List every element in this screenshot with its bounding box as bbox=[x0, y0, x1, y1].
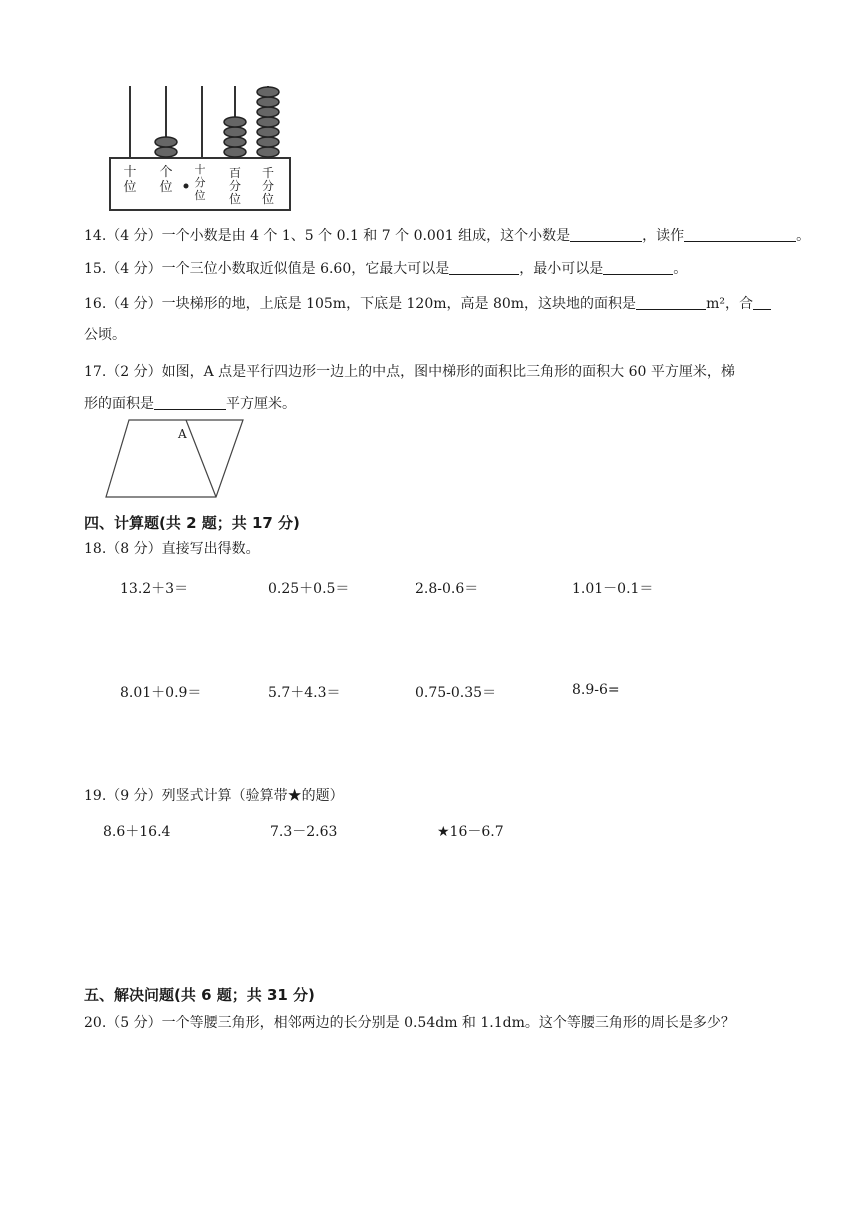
question-14 bbox=[84, 226, 810, 246]
abacus-label-ones: 个位 bbox=[159, 165, 173, 195]
q15-answer-blank-1[interactable] bbox=[449, 260, 519, 275]
question-17-line2a: 形的面积是 bbox=[84, 396, 154, 412]
abacus-label-thousandths: 千分位 bbox=[261, 166, 274, 206]
section-5-title: 五、解决问题(共 6 题；共 31 分) bbox=[84, 986, 315, 1004]
question-20: 20.（5 分）一个等腰三角形，相邻两边的长分别是 0.54dm 和 1.1dm。这个等腰三角形的周长是多少？ bbox=[84, 1015, 735, 1031]
q14-answer-blank-2[interactable] bbox=[684, 227, 796, 242]
question-15 bbox=[84, 259, 687, 279]
q18-item-1: 13.2＋3＝ bbox=[120, 581, 189, 597]
abacus-label-tenths: 十分位 bbox=[194, 163, 206, 202]
question-14-mid: ，读作 bbox=[642, 228, 685, 244]
q18-item-2: 0.25＋0.5＝ bbox=[268, 581, 350, 597]
question-15-text: 15.（4 分）一个三位小数取近似值是 6.60，它最大可以是 bbox=[84, 261, 450, 277]
question-17-line2 bbox=[84, 394, 296, 414]
q18-item-8: 8.9-6= bbox=[572, 682, 620, 698]
q18-item-3: 2.8-0.6＝ bbox=[415, 581, 479, 597]
question-16-text: 16.（4 分）一块梯形的地，上底是 105m，下底是 120m，高是 80m，这块地的面积是 bbox=[84, 296, 637, 312]
q17-answer-blank[interactable] bbox=[154, 395, 226, 410]
q16-answer-blank-1[interactable] bbox=[636, 295, 706, 310]
question-18-title: 18.（8 分）直接写出得数。 bbox=[84, 541, 260, 557]
q19-item-3: ★16－6.7 bbox=[437, 824, 504, 840]
q16-answer-blank-2[interactable] bbox=[753, 295, 771, 310]
figure-point-a-label: A bbox=[178, 427, 187, 441]
decimal-point bbox=[184, 184, 189, 189]
q18-item-6: 5.7＋4.3＝ bbox=[268, 685, 341, 701]
question-17-line1: 17.（2 分）如图，A 点是平行四边形一边上的中点，图中梯形的面积比三角形的面积大 60 平方厘米，梯 bbox=[84, 364, 735, 380]
q14-answer-blank-1[interactable] bbox=[570, 227, 642, 242]
section-4-title: 四、计算题(共 2 题；共 17 分) bbox=[84, 514, 300, 532]
question-19-title: 19.（9 分）列竖式计算（验算带★的题） bbox=[84, 788, 344, 804]
q18-item-5: 8.01＋0.9＝ bbox=[120, 685, 202, 701]
q18-item-4: 1.01－0.1＝ bbox=[572, 581, 654, 597]
question-16-unit: m²，合 bbox=[706, 296, 753, 312]
question-16 bbox=[84, 294, 771, 314]
question-17-line2b: 平方厘米。 bbox=[226, 396, 296, 412]
question-16-line2: 公顷。 bbox=[84, 327, 126, 343]
question-15-mid: ，最小可以是 bbox=[519, 261, 604, 277]
question-15-end: 。 bbox=[673, 261, 688, 277]
q18-item-7: 0.75-0.35＝ bbox=[415, 685, 497, 701]
question-14-end: 。 bbox=[796, 228, 811, 244]
q19-item-2: 7.3－2.63 bbox=[270, 824, 338, 840]
question-14-text: 14.（4 分）一个小数是由 4 个 1、5 个 0.1 和 7 个 0.001 组成，这个小数是 bbox=[84, 228, 571, 244]
abacus-label-hundredths: 百分位 bbox=[228, 166, 241, 206]
q19-item-1: 8.6＋16.4 bbox=[103, 824, 171, 840]
abacus-label-tens: 十位 bbox=[123, 165, 137, 195]
q15-answer-blank-2[interactable] bbox=[603, 260, 673, 275]
